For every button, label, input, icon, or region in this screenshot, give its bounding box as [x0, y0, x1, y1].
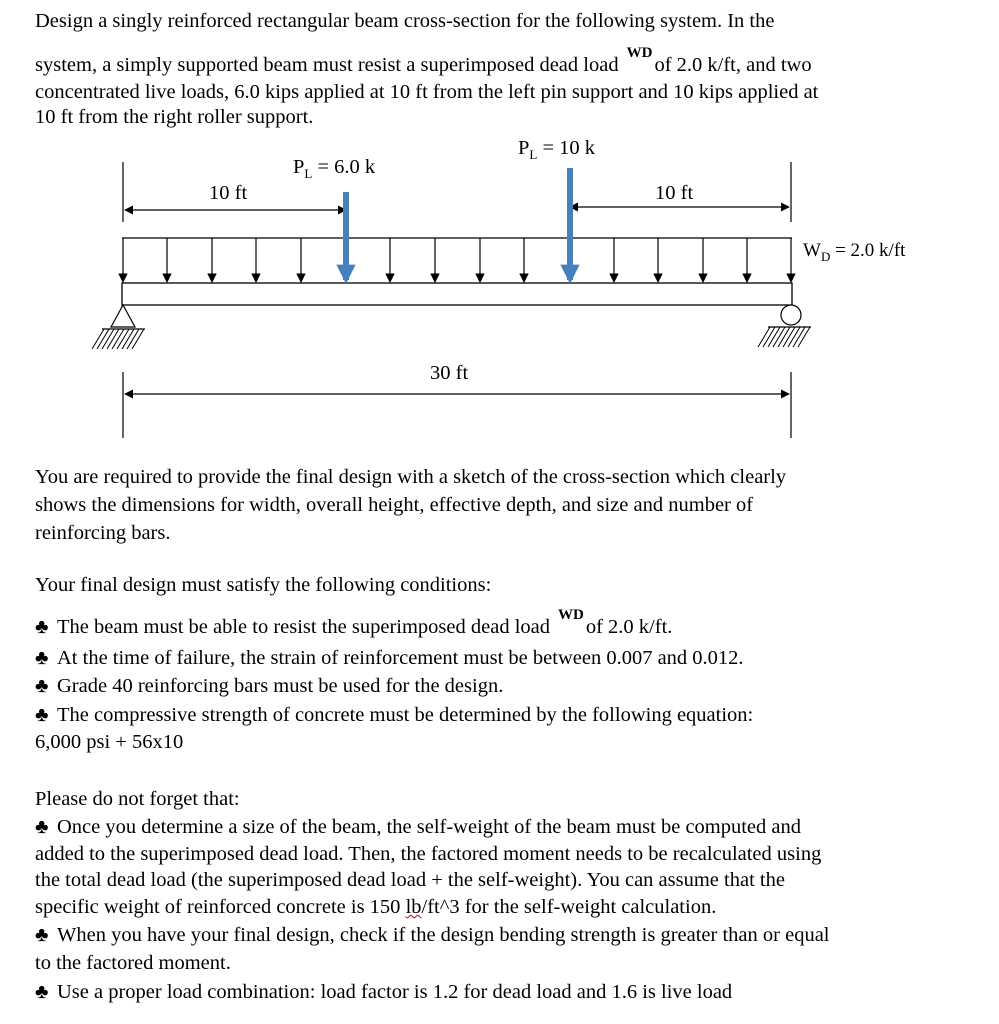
note-1-line-4	[35, 894, 716, 921]
problem-line-2-post: of 2.0 k/ft, and two	[654, 54, 812, 76]
beam	[122, 283, 792, 305]
note-1-line-1	[35, 814, 801, 841]
condition-4-text: The compressive strength of concrete must be determined by the following equation:	[57, 704, 754, 726]
conditions-heading: Your final design must satisfy the following conditions:	[35, 574, 492, 596]
note-1-line-3: the total dead load (the superimposed dead load + the self-weight). You can assume that the	[35, 869, 785, 891]
note-1-text-d-pre: specific weight of reinforced concrete is 150	[35, 896, 406, 918]
condition-3-text: Grade 40 reinforcing bars must be used for the design.	[57, 675, 504, 697]
club-bullet: ♣	[35, 981, 49, 1003]
club-bullet: ♣	[35, 647, 49, 669]
club-bullet: ♣	[35, 675, 49, 697]
problem-line-2-pre: system, a simply supported beam must resist a superimposed dead load	[35, 54, 619, 76]
condition-4	[35, 702, 753, 729]
note-1-text-d-post: /ft^3 for the self-weight calculation.	[421, 896, 717, 918]
problem-line-1: Design a singly reinforced rectangular beam cross-section for the following system. In the	[35, 10, 775, 32]
condition-1-post: of 2.0 k/ft.	[585, 616, 673, 638]
note-2-line-1	[35, 922, 830, 949]
club-bullet: ♣	[35, 924, 49, 946]
note-2-text-a: When you have your final design, check if the design bending strength is greater than or equal	[57, 924, 830, 946]
distributed-load-arrows	[123, 238, 791, 282]
condition-4-equation: 6,000 psi + 56x10	[35, 731, 184, 753]
problem-line-3: concentrated live loads, 6.0 kips applied at 10 ft from the left pin support and 10 kips applied at	[35, 81, 819, 103]
requirement-line-3: reinforcing bars.	[35, 522, 171, 544]
wd-symbol: WD	[558, 607, 584, 623]
note-1-unit-lb: lb	[405, 896, 422, 918]
note-3	[35, 979, 732, 1006]
dim-right-label: 10 ft	[655, 182, 694, 204]
beam-diagram	[0, 0, 999, 450]
roller-support	[758, 305, 811, 347]
note-1-line-2: added to the superimposed dead load. Then, the factored moment needs to be recalculated using	[35, 843, 822, 865]
note-2-line-2: to the factored moment.	[35, 952, 231, 974]
condition-1-pre: The beam must be able to resist the superimposed dead load	[57, 616, 551, 638]
pin-support	[92, 305, 145, 349]
requirement-line-1: You are required to provide the final design with a sketch of the cross-section which clearly	[35, 466, 787, 488]
note-1-text-a: Once you determine a size of the beam, the self-weight of the beam must be computed and	[57, 816, 802, 838]
span-label: 30 ft	[430, 362, 469, 384]
notes-heading: Please do not forget that:	[35, 788, 240, 810]
club-bullet: ♣	[35, 816, 49, 838]
distributed-load-label: $W_D = 2.0$ k/ft	[803, 240, 906, 264]
club-bullet: ♣	[35, 616, 49, 638]
note-3-text: Use a proper load combination: load factor is 1.2 for dead load and 1.6 is live load	[57, 981, 733, 1003]
point-load-10k-label: $P_L = 10$ k	[518, 137, 596, 163]
problem-line-4: 10 ft from the right roller support.	[35, 106, 314, 128]
condition-2	[35, 645, 744, 672]
wd-symbol: WD	[626, 45, 653, 61]
condition-2-text: At the time of failure, the strain of reinforcement must be between 0.007 and 0.012.	[57, 647, 744, 669]
club-bullet: ♣	[35, 704, 49, 726]
dim-left-label: 10 ft	[209, 182, 248, 204]
condition-1	[35, 607, 673, 643]
point-load-6k-label: $P_L = 6.0$ k	[293, 156, 376, 182]
condition-3	[35, 673, 503, 700]
requirement-line-2: shows the dimensions for width, overall height, effective depth, and size and number of	[35, 494, 754, 516]
